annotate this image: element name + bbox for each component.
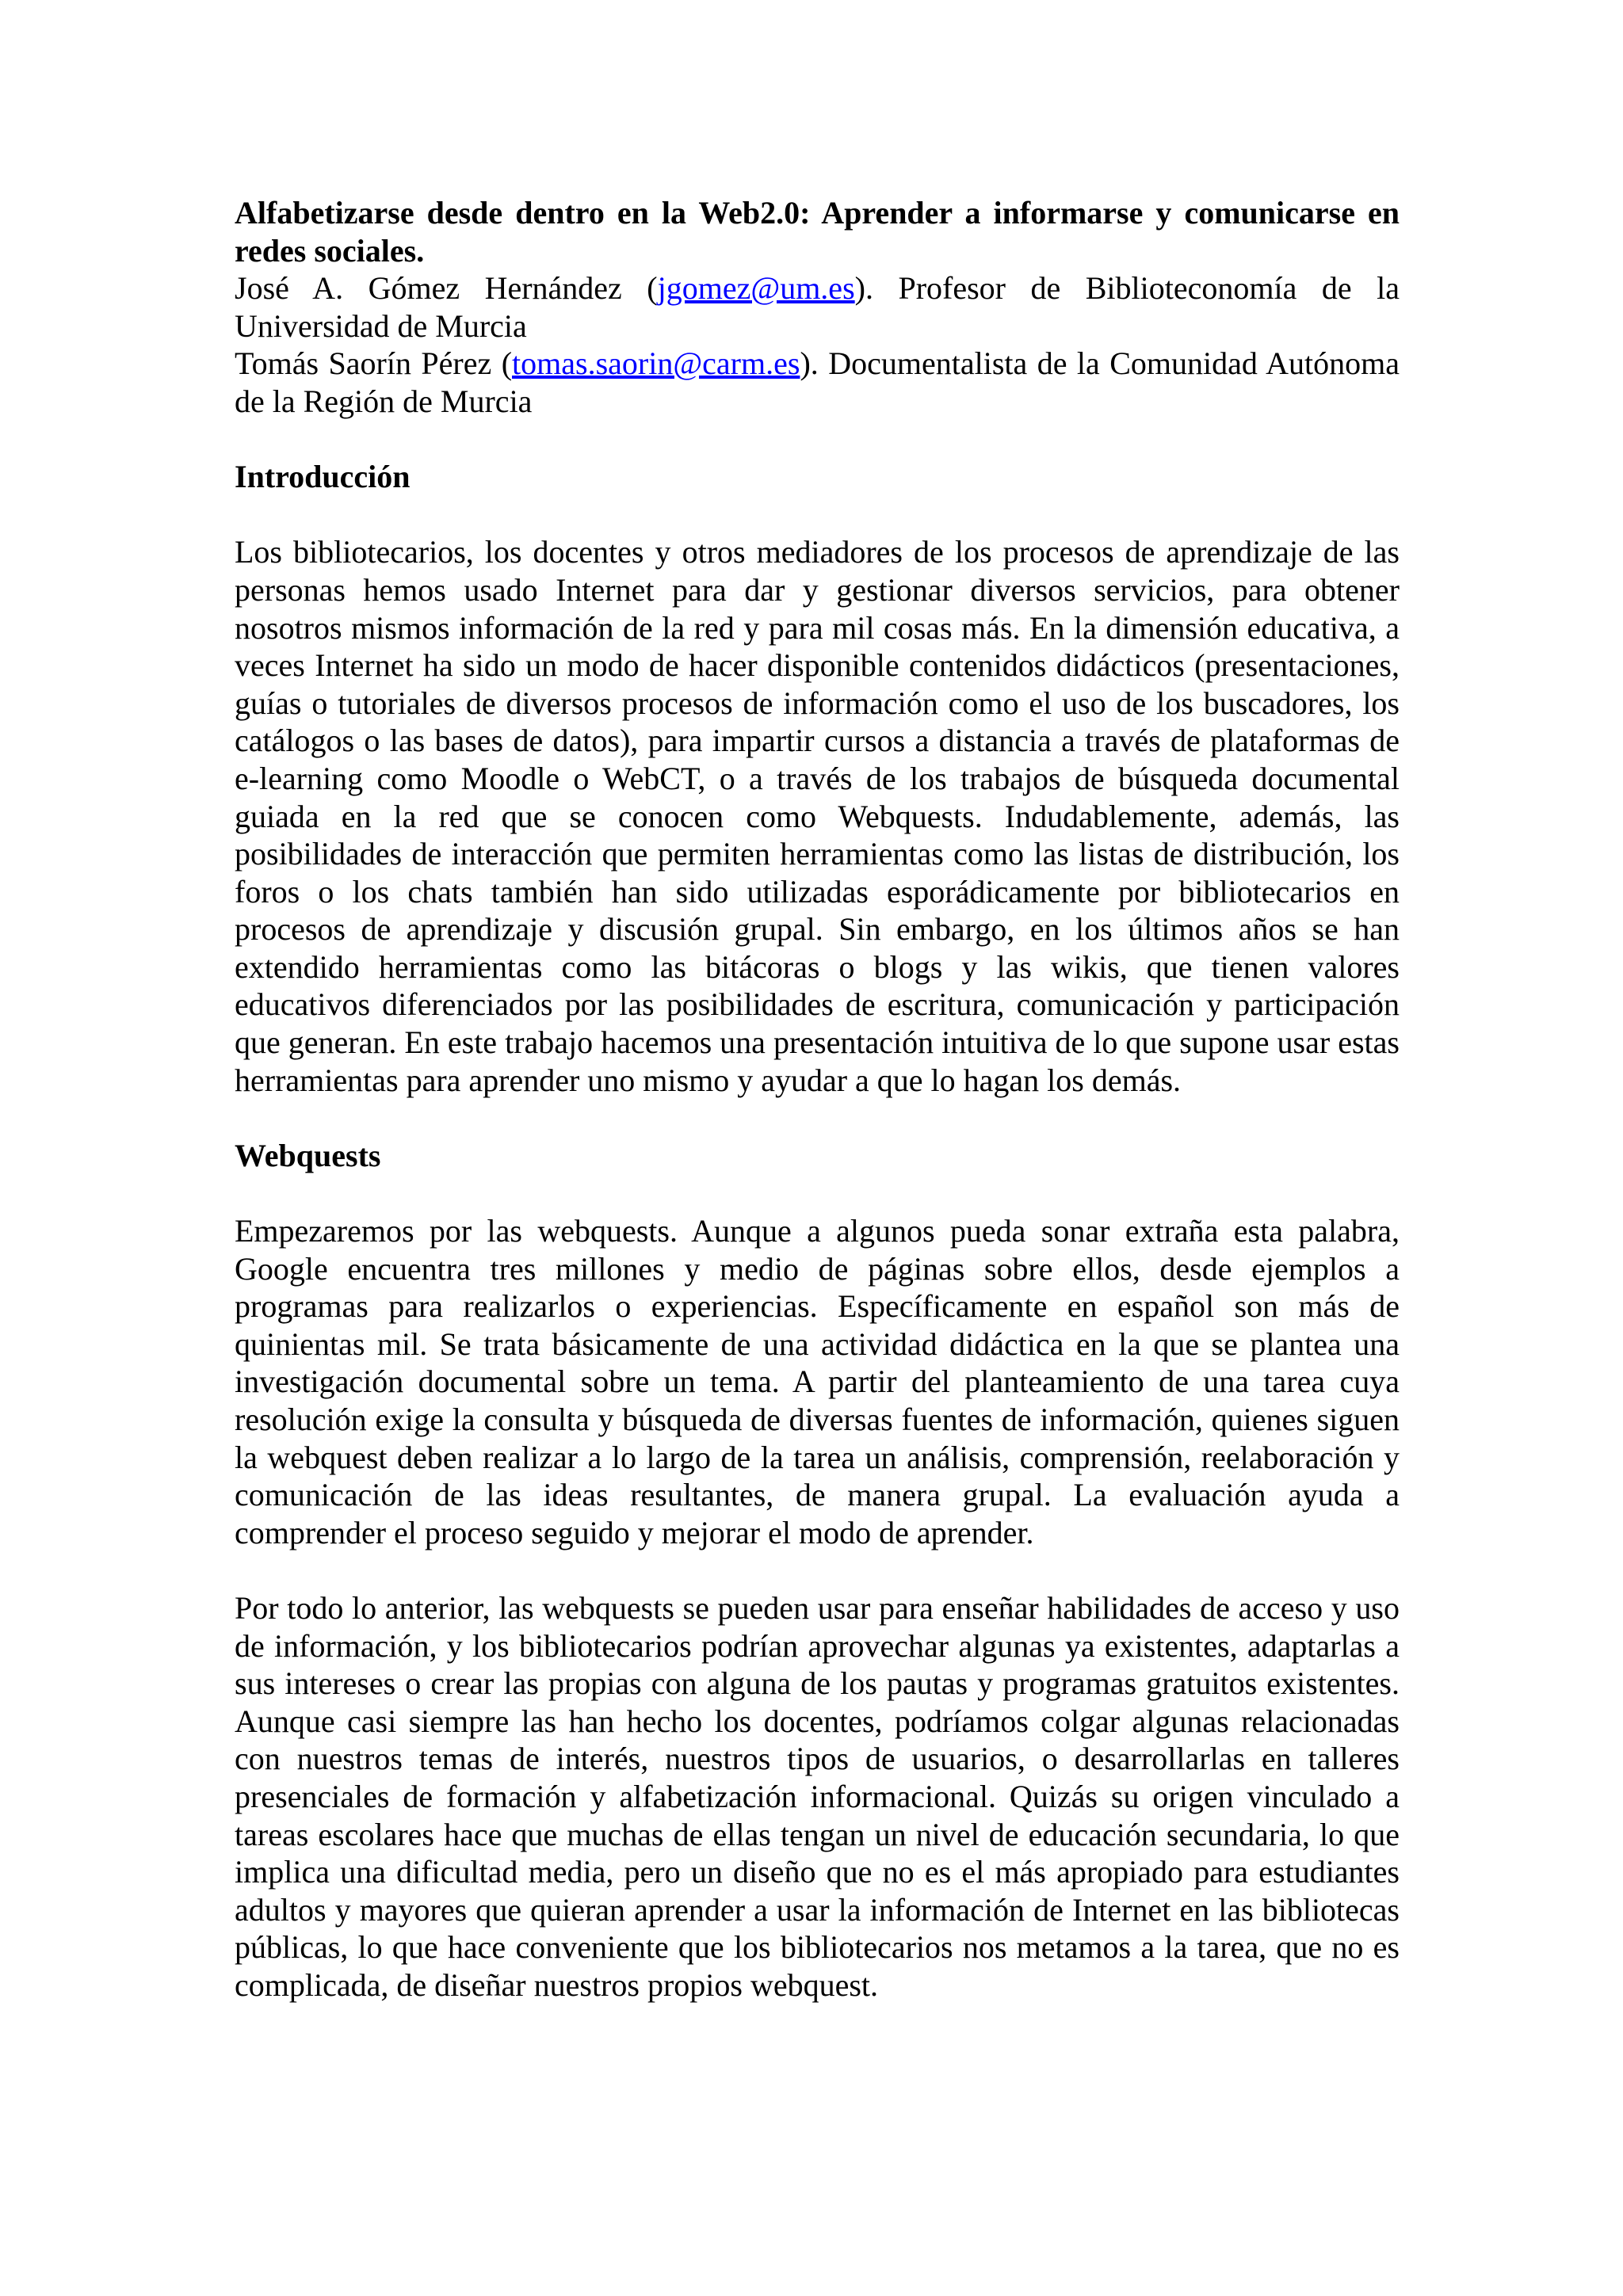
webquests-paragraph-2: Por todo lo anterior, las webquests se pueden usar para enseñar habilidades de acceso y uso de información, y los bibliotecarios podrían aprovechar algunas ya existentes, adaptarlas a sus intereses o crear las propias con alguna de los pautas y programas gratuitos existentes. Aunque casi siempre las han hecho los docentes, podríamos colgar algunas relacionadas con nuestros temas de interés, nuestros tipos de usuarios, o desarrollarlas en talleres presenciales de formación y alfabetización informacional. Quizás su origen vinculado a tareas escolares hace que muchas de ellas tengan un nivel de educación secundaria, lo que implica una dificultad media, pero un diseño que no es el más apropiado para estudiantes adultos y mayores que quieran aprender a usar la información de Internet en las bibliotecas públicas, lo que hace conveniente que los bibliotecarios nos metamos a la tarea, que no es complicada, de diseñar nuestros propios webquest. bbox=[235, 1589, 1400, 2003]
webquests-paragraph-1: Empezaremos por las webquests. Aunque a algunos pueda sonar extraña esta palabra, Google encuentra tres millones y medio de páginas sobre ellos, desde ejemplos a programas para realizarlos o experiencias. Específicamente en español son más de quinientas mil. Se trata básicamente de una actividad didáctica en la que se plantea una investigación documental sobre un tema. A partir del planteamiento de una tarea cuya resolución exige la consulta y búsqueda de diversas fuentes de información, quienes siguen la webquest deben realizar a lo largo de la tarea un análisis, comprensión, reelaboración y comunicación de las ideas resultantes, de manera grupal. La evaluación ayuda a comprender el proceso seguido y mejorar el modo de aprender. bbox=[235, 1213, 1400, 1550]
author-1-email-link[interactable]: jgomez@um.es bbox=[657, 270, 855, 307]
author-2-email-link[interactable]: tomas.saorin@carm.es bbox=[512, 345, 800, 382]
section-heading-intro: Introducción bbox=[235, 459, 411, 495]
document-title: Alfabetizarse desde dentro en la Web2.0: Aprender a informarse y comunicarse en redes sociales. bbox=[235, 195, 1400, 269]
document-page bbox=[235, 194, 1400, 2004]
author-2-affiliation: ). Documentalista de la Comunidad Autónoma de la Región de Murcia bbox=[235, 345, 1400, 419]
author-1-name: José A. Gómez Hernández ( bbox=[235, 270, 658, 307]
author-1-affiliation: ). Profesor de Biblioteconomía de la Universidad de Murcia bbox=[235, 270, 1400, 344]
author-line-1 bbox=[235, 269, 1400, 345]
author-2-name: Tomás Saorín Pérez ( bbox=[235, 345, 513, 382]
author-line-2 bbox=[235, 345, 1400, 420]
section-heading-webquests: Webquests bbox=[235, 1137, 381, 1173]
intro-paragraph: Los bibliotecarios, los docentes y otros mediadores de los procesos de aprendizaje de las personas hemos usado Internet para dar y gestionar diversos servicios, para obtener nosotros mismos información de la red y para mil cosas más. En la dimensión educativa, a veces Internet ha sido un modo de hacer disponible contenidos didácticos (presentaciones, guías o tutoriales de diversos procesos de información como el uso de los buscadores, los catálogos o las bases de datos), para impartir cursos a distancia a través de plataformas de e-learning como Moodle o WebCT, o a través de los trabajos de búsqueda documental guiada en la red que se conocen como Webquests. Indudablemente, además, las posibilidades de interacción que permiten herramientas como las listas de distribución, los foros o los chats también han sido utilizadas esporádicamente por bibliotecarios en procesos de aprendizaje y discusión grupal. Sin embargo, en los últimos años se han extendido herramientas como las bitácoras o blogs y las wikis, que tienen valores educativos diferenciados por las posibilidades de escritura, comunicación y participación que generan. En este trabajo hacemos una presentación intuitiva de lo que supone usar estas herramientas para aprender uno mismo y ayudar a que lo hagan los demás. bbox=[235, 534, 1400, 1098]
